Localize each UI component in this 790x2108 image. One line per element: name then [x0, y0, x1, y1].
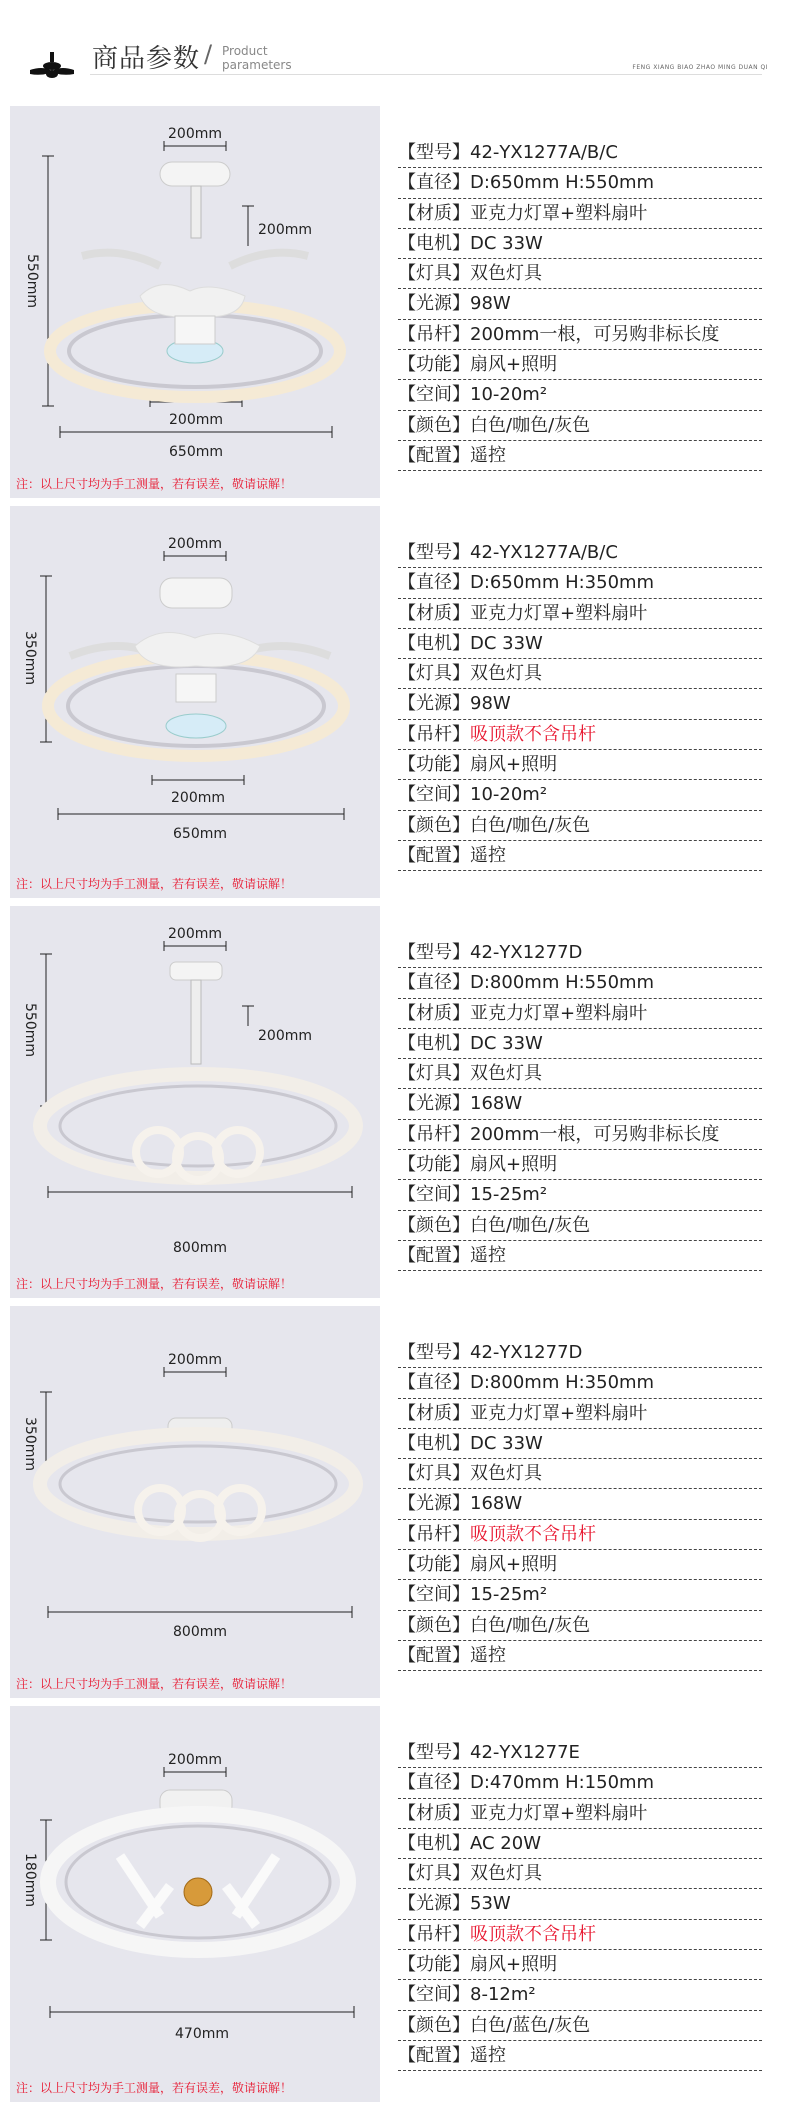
fan-drawing-3: [10, 906, 380, 1298]
spec-value: 亚克力灯罩+塑料扇叶: [470, 202, 648, 224]
spec-value: 168W: [470, 1093, 523, 1115]
product-image-panel-5: [10, 1706, 380, 2102]
spec-value: 42-YX1277A/B/C: [470, 142, 618, 163]
spec-key: 【型号】: [398, 542, 470, 563]
spec-value: 10-20m²: [470, 784, 548, 806]
fan-drawing-4: [10, 1306, 380, 1698]
dim-height-label: 550mm: [24, 254, 40, 308]
spec-key: 【颜色】: [398, 414, 470, 436]
header-divider: [90, 74, 762, 75]
subtitle-line-1: Product: [222, 44, 268, 58]
spec-key: 【电机】: [398, 632, 470, 654]
spec-key: 【颜色】: [398, 1214, 470, 1236]
spec-value: 白色/咖色/灰色: [470, 1214, 591, 1236]
dim-mid-label: 200mm: [258, 222, 312, 238]
spec-value: DC 33W: [470, 632, 543, 654]
spec-key: 【吊杆】: [398, 1123, 470, 1145]
spec-key: 【颜色】: [398, 814, 470, 836]
spec-row: [398, 568, 762, 598]
spec-row: [398, 1399, 762, 1429]
spec-key: 【配置】: [398, 1644, 470, 1666]
spec-list-3: [398, 938, 762, 1271]
dim-bottom-label: 200mm: [171, 790, 225, 806]
spec-row: [398, 1459, 762, 1489]
fan-drawing-5: [10, 1706, 380, 2102]
spec-row: [398, 999, 762, 1029]
spec-key: 【配置】: [398, 444, 470, 466]
spec-value: 亚克力灯罩+塑料扇叶: [470, 1402, 648, 1424]
spec-key: 【光源】: [398, 1893, 470, 1915]
spec-key: 【灯具】: [398, 1863, 470, 1885]
spec-row: [398, 1368, 762, 1398]
measurement-note: 注：以上尺寸均为手工测量，若有误差，敬请谅解！: [16, 1277, 293, 1291]
spec-key: 【空间】: [398, 1184, 470, 1206]
spec-key: 【电机】: [398, 1032, 470, 1054]
spec-key: 【型号】: [398, 142, 470, 163]
spec-key: 【灯具】: [398, 1063, 470, 1085]
spec-key: 【空间】: [398, 1984, 470, 2006]
spec-row: [398, 1241, 762, 1271]
spec-row: [398, 811, 762, 841]
dim-width-label: 650mm: [169, 444, 223, 460]
spec-row: [398, 259, 762, 289]
spec-value: 吸顶款不含吊杆: [470, 1523, 596, 1545]
spec-value: 98W: [470, 693, 511, 715]
spec-key: 【功能】: [398, 1154, 470, 1176]
spec-value: 8-12m²: [470, 1984, 536, 2006]
fan-drawing-2: [10, 506, 380, 898]
spec-value: DC 33W: [470, 1032, 543, 1054]
spec-row: [398, 841, 762, 871]
spec-key: 【材质】: [398, 602, 470, 624]
spec-row: [398, 1768, 762, 1798]
spec-key: 【功能】: [398, 1954, 470, 1976]
spec-key: 【空间】: [398, 1584, 470, 1606]
spec-row: [398, 938, 762, 968]
spec-value: D:650mm H:350mm: [470, 572, 655, 594]
spec-key: 【光源】: [398, 1093, 470, 1115]
spec-value: 扇风+照明: [470, 1554, 558, 1576]
dim-top-label: 200mm: [168, 536, 222, 552]
spec-row: [398, 168, 762, 198]
spec-value: 遥控: [470, 1644, 506, 1666]
spec-row: [398, 1429, 762, 1459]
spec-value: 10-20m²: [470, 384, 548, 406]
dim-top-label: 200mm: [168, 926, 222, 942]
dim-mid-label: 200mm: [258, 1028, 312, 1044]
page-header: [0, 0, 790, 92]
spec-row: [398, 629, 762, 659]
ceiling-fan-logo-icon: [28, 52, 76, 88]
spec-key: 【配置】: [398, 2044, 470, 2066]
spec-row: [398, 289, 762, 319]
spec-value: 吸顶款不含吊杆: [470, 1923, 596, 1945]
spec-row: [398, 1520, 762, 1550]
spec-value: 42-YX1277A/B/C: [470, 542, 618, 563]
spec-row: [398, 1550, 762, 1580]
spec-value: 53W: [470, 1893, 511, 1915]
measurement-note: 注：以上尺寸均为手工测量，若有误差，敬请谅解！: [16, 2081, 293, 2095]
spec-row: [398, 720, 762, 750]
spec-row: [398, 320, 762, 350]
spec-row: [398, 1029, 762, 1059]
fan-drawing-1: [10, 106, 380, 498]
spec-value: 白色/咖色/灰色: [470, 814, 591, 836]
dim-bottom-label: 200mm: [169, 412, 223, 428]
spec-key: 【直径】: [398, 172, 470, 194]
product-image-panel-1: [10, 106, 380, 498]
spec-row: [398, 1580, 762, 1610]
spec-row: [398, 659, 762, 689]
spec-key: 【光源】: [398, 693, 470, 715]
spec-key: 【灯具】: [398, 263, 470, 285]
subtitle-line-2: parameters: [222, 58, 292, 72]
spec-key: 【光源】: [398, 293, 470, 315]
dim-width-label: 800mm: [173, 1240, 227, 1256]
spec-row: [398, 780, 762, 810]
spec-value: DC 33W: [470, 232, 543, 254]
spec-row: [398, 138, 762, 168]
dim-width-label: 800mm: [173, 1624, 227, 1640]
spec-key: 【直径】: [398, 972, 470, 994]
spec-value: 吸顶款不含吊杆: [470, 723, 596, 745]
dim-height-label: 350mm: [22, 1417, 38, 1471]
header-small-text: FENG XIANG BIAO ZHAO MING DUAN QI: [632, 64, 768, 71]
spec-key: 【直径】: [398, 572, 470, 594]
spec-key: 【颜色】: [398, 1614, 470, 1636]
spec-key: 【功能】: [398, 1554, 470, 1576]
spec-value: 扇风+照明: [470, 354, 558, 376]
spec-row: [398, 599, 762, 629]
spec-value: 扇风+照明: [470, 754, 558, 776]
spec-value: 168W: [470, 1493, 523, 1515]
spec-key: 【吊杆】: [398, 723, 470, 745]
spec-list-5: [398, 1738, 762, 2071]
spec-value: DC 33W: [470, 1432, 543, 1454]
spec-value: AC 20W: [470, 1832, 541, 1854]
spec-row: [398, 1889, 762, 1919]
spec-row: [398, 411, 762, 441]
spec-row: [398, 2041, 762, 2071]
spec-key: 【电机】: [398, 1832, 470, 1854]
spec-value: 双色灯具: [470, 663, 542, 685]
spec-row: [398, 538, 762, 568]
spec-row: [398, 1150, 762, 1180]
spec-value: D:800mm H:350mm: [470, 1372, 655, 1394]
spec-value: 双色灯具: [470, 1063, 542, 1085]
spec-row: [398, 1211, 762, 1241]
spec-value: 遥控: [470, 2044, 506, 2066]
spec-list-4: [398, 1338, 762, 1671]
dim-width-label: 650mm: [173, 826, 227, 842]
spec-value: 15-25m²: [470, 1184, 548, 1206]
spec-value: D:470mm H:150mm: [470, 1772, 655, 1794]
spec-row: [398, 1059, 762, 1089]
spec-key: 【型号】: [398, 1742, 470, 1763]
spec-key: 【型号】: [398, 942, 470, 963]
spec-row: [398, 1611, 762, 1641]
spec-key: 【材质】: [398, 1402, 470, 1424]
spec-value: 遥控: [470, 844, 506, 866]
spec-row: [398, 1338, 762, 1368]
spec-value: 42-YX1277D: [470, 942, 583, 963]
spec-value: 亚克力灯罩+塑料扇叶: [470, 1802, 648, 1824]
spec-value: 亚克力灯罩+塑料扇叶: [470, 1002, 648, 1024]
spec-list-2: [398, 538, 762, 871]
spec-value: 白色/咖色/灰色: [470, 414, 591, 436]
dim-top-label: 200mm: [168, 1352, 222, 1368]
measurement-note: 注：以上尺寸均为手工测量，若有误差，敬请谅解！: [16, 877, 293, 891]
spec-key: 【灯具】: [398, 663, 470, 685]
measurement-note: 注：以上尺寸均为手工测量，若有误差，敬请谅解！: [16, 1677, 293, 1691]
dim-height-label: 550mm: [22, 1003, 38, 1057]
spec-value: 98W: [470, 293, 511, 315]
product-image-panel-3: [10, 906, 380, 1298]
dim-width-label: 470mm: [175, 2026, 229, 2042]
spec-row: [398, 380, 762, 410]
spec-value: D:650mm H:550mm: [470, 172, 655, 194]
spec-key: 【型号】: [398, 1342, 470, 1363]
spec-key: 【直径】: [398, 1372, 470, 1394]
spec-value: D:800mm H:550mm: [470, 972, 655, 994]
spec-key: 【电机】: [398, 232, 470, 254]
spec-key: 【灯具】: [398, 1463, 470, 1485]
spec-row: [398, 1859, 762, 1889]
spec-list-1: [398, 138, 762, 471]
spec-row: [398, 1180, 762, 1210]
spec-row: [398, 1950, 762, 1980]
spec-row: [398, 199, 762, 229]
spec-key: 【吊杆】: [398, 323, 470, 345]
spec-key: 【吊杆】: [398, 1923, 470, 1945]
spec-key: 【颜色】: [398, 2014, 470, 2036]
spec-key: 【配置】: [398, 1244, 470, 1266]
spec-value: 遥控: [470, 1244, 506, 1266]
product-image-panel-4: [10, 1306, 380, 1698]
spec-row: [398, 2011, 762, 2041]
spec-row: [398, 750, 762, 780]
spec-key: 【空间】: [398, 784, 470, 806]
spec-key: 【吊杆】: [398, 1523, 470, 1545]
spec-value: 双色灯具: [470, 1863, 542, 1885]
spec-row: [398, 1738, 762, 1768]
spec-value: 白色/咖色/灰色: [470, 1614, 591, 1636]
spec-row: [398, 350, 762, 380]
page-title: 商品参数: [92, 44, 201, 74]
spec-row: [398, 1089, 762, 1119]
dim-top-label: 200mm: [168, 126, 222, 142]
spec-row: [398, 1641, 762, 1671]
spec-key: 【材质】: [398, 1802, 470, 1824]
spec-key: 【配置】: [398, 844, 470, 866]
title-slash: /: [204, 40, 213, 68]
spec-row: [398, 1980, 762, 2010]
spec-row: [398, 1489, 762, 1519]
spec-value: 42-YX1277E: [470, 1742, 580, 1763]
spec-value: 200mm一根，可另购非标长度: [470, 323, 720, 345]
spec-key: 【材质】: [398, 1002, 470, 1024]
spec-key: 【材质】: [398, 202, 470, 224]
spec-row: [398, 1920, 762, 1950]
dim-height-label: 180mm: [22, 1853, 38, 1907]
spec-row: [398, 1799, 762, 1829]
spec-value: 亚克力灯罩+塑料扇叶: [470, 602, 648, 624]
spec-value: 双色灯具: [470, 1463, 542, 1485]
spec-value: 双色灯具: [470, 263, 542, 285]
spec-key: 【功能】: [398, 354, 470, 376]
measurement-note: 注：以上尺寸均为手工测量，若有误差，敬请谅解！: [16, 477, 293, 491]
spec-value: 白色/蓝色/灰色: [470, 2014, 591, 2036]
spec-row: [398, 441, 762, 471]
spec-row: [398, 968, 762, 998]
spec-key: 【电机】: [398, 1432, 470, 1454]
spec-value: 扇风+照明: [470, 1954, 558, 1976]
spec-key: 【空间】: [398, 384, 470, 406]
spec-key: 【功能】: [398, 754, 470, 776]
spec-row: [398, 689, 762, 719]
spec-value: 200mm一根，可另购非标长度: [470, 1123, 720, 1145]
spec-row: [398, 1829, 762, 1859]
spec-value: 42-YX1277D: [470, 1342, 583, 1363]
product-image-panel-2: [10, 506, 380, 898]
spec-key: 【直径】: [398, 1772, 470, 1794]
spec-value: 扇风+照明: [470, 1154, 558, 1176]
spec-row: [398, 229, 762, 259]
spec-key: 【光源】: [398, 1493, 470, 1515]
spec-row: [398, 1120, 762, 1150]
dim-top-label: 200mm: [168, 1752, 222, 1768]
spec-value: 15-25m²: [470, 1584, 548, 1606]
dim-height-label: 350mm: [22, 631, 38, 685]
page-subtitle: [222, 44, 292, 72]
spec-value: 遥控: [470, 444, 506, 466]
